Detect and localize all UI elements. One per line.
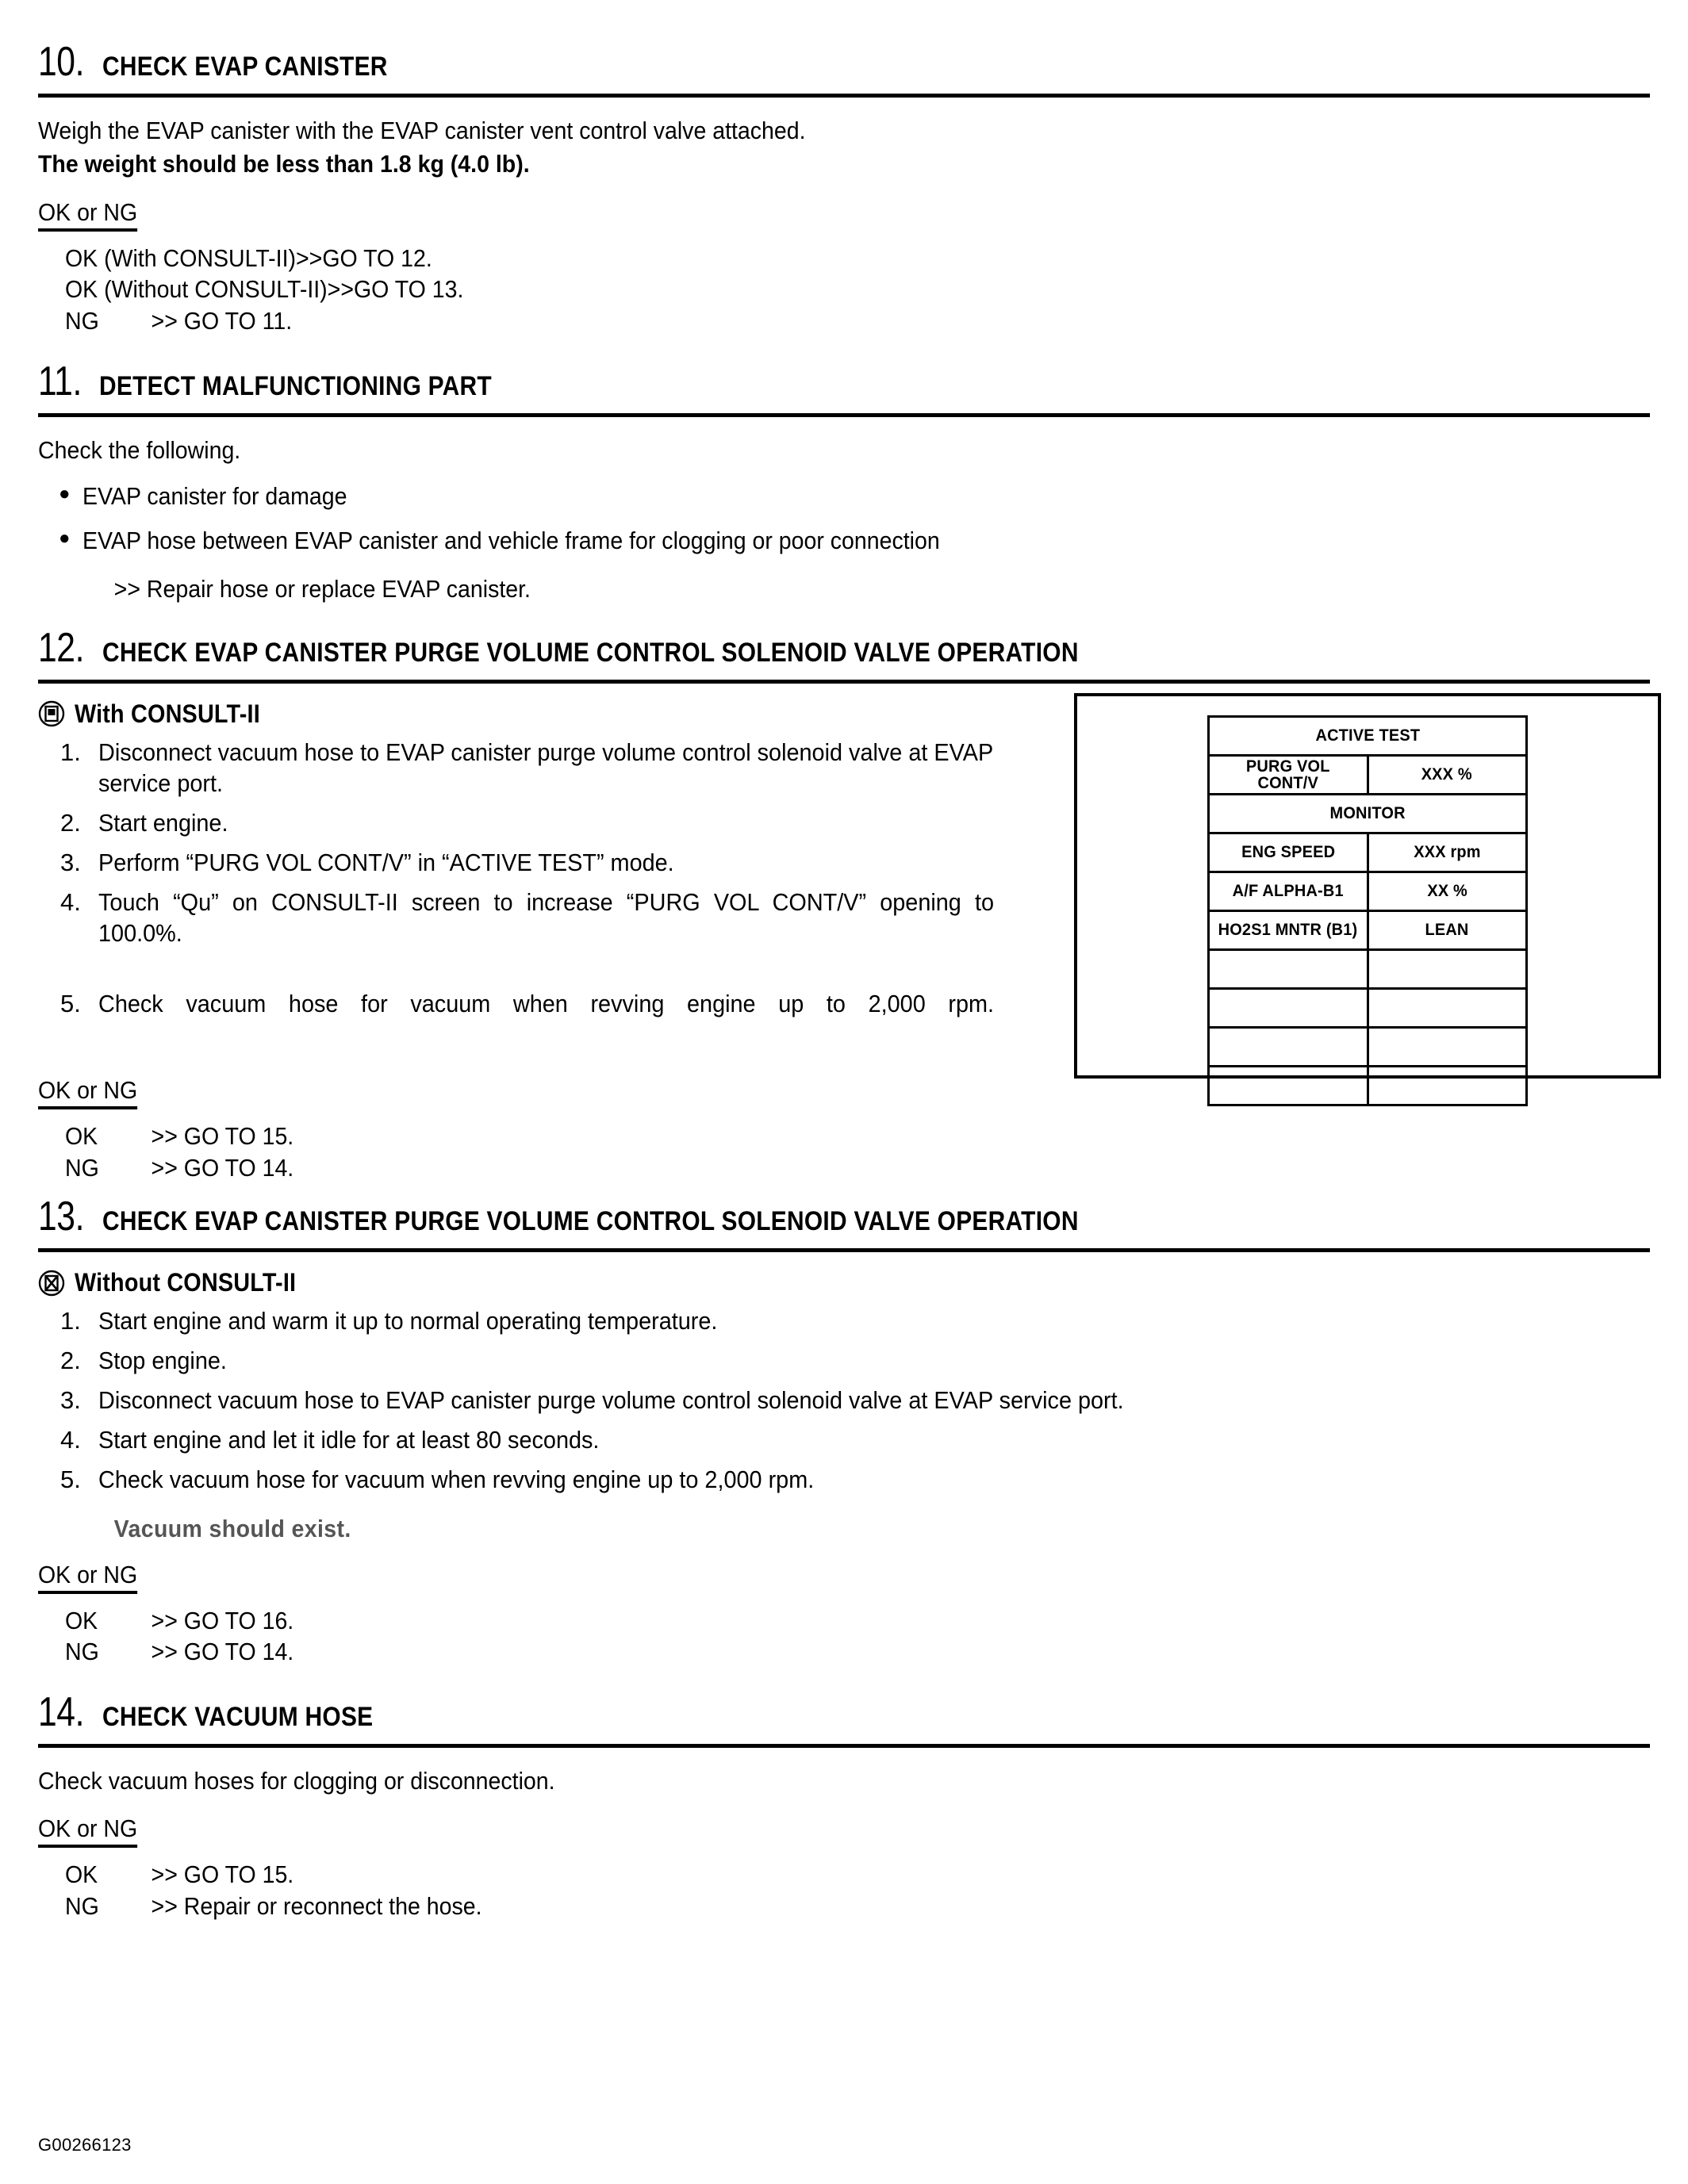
table-row (1209, 716, 1527, 755)
step-block-11 (38, 358, 1650, 603)
result-row (65, 1636, 1648, 1668)
consult-with-icon (38, 700, 65, 727)
step-heading-13 (38, 1194, 1650, 1240)
table-row (1209, 949, 1527, 988)
ok-or-ng-label-12: OK or NG (38, 1076, 137, 1109)
step-11-bullet-list (38, 481, 1650, 557)
step-10-intro: Weigh the EVAP canister with the EVAP canister vent control valve attached. (38, 117, 806, 144)
list-item (38, 887, 1061, 979)
consult-mode-label: With CONSULT-II (75, 699, 260, 728)
step-number: 11. (38, 358, 82, 404)
list-index: 2. (60, 808, 81, 837)
result-row (65, 274, 1648, 305)
table-cell-label: HO2S1 MNTR (B1) (1209, 910, 1368, 949)
list-index: 5. (60, 1466, 81, 1494)
table-cell-value: LEAN (1368, 910, 1527, 949)
result-row (65, 1891, 1648, 1922)
list-item (38, 737, 1061, 799)
list-item (38, 481, 1650, 512)
result-row (65, 243, 1648, 274)
table-row (1209, 833, 1527, 872)
list-index: 3. (60, 1386, 81, 1415)
step-block-10 (38, 41, 1650, 337)
step-11-conclusion: >> Repair hose or replace EVAP canister. (113, 574, 531, 603)
list-text: Stop engine. (98, 1347, 227, 1375)
table-row (1209, 755, 1527, 794)
page-reference-code: G00266123 (38, 2135, 132, 2155)
list-index: 1. (60, 1307, 81, 1335)
table-row (1209, 872, 1527, 910)
result-action: >> Repair or reconnect the hose. (151, 1891, 482, 1920)
ok-ng-results-14 (38, 1859, 1650, 1922)
step-13-numbered-list (38, 1305, 1650, 1495)
step-heading-11 (38, 358, 1650, 404)
table-cell-label: PURG VOL CONT/V (1209, 755, 1368, 794)
without-consult-heading (38, 1268, 1650, 1297)
step-number: 13. (38, 1194, 85, 1240)
result-label: NG (65, 1891, 99, 1920)
table-cell-value: XXX % (1368, 755, 1527, 794)
table-cell-label: A/F ALPHA-B1 (1209, 872, 1368, 910)
ok-ng-results-12 (38, 1121, 1061, 1183)
step-number: 12. (38, 624, 85, 671)
list-text: Touch “Qu” on CONSULT-II screen to increase “PURG VOL CONT/V” opening to 100.0%. (98, 887, 995, 947)
section-divider (38, 413, 1650, 417)
step-13-spec: Vacuum should exist. (113, 1514, 351, 1542)
table-header-cell: ACTIVE TEST (1209, 716, 1527, 755)
list-index: 4. (60, 887, 81, 916)
list-item (38, 807, 1061, 838)
result-action: >>GO TO 12. (296, 243, 432, 272)
list-text: Disconnect vacuum hose to EVAP canister purge volume control solenoid valve at EVAP service port. (98, 1386, 1124, 1415)
step-11-intro: Check the following. (38, 435, 241, 464)
table-cell-label: ENG SPEED (1209, 833, 1368, 872)
table-row (1209, 794, 1527, 833)
bullet-dot-icon: ● (59, 527, 71, 550)
step-number: 14. (38, 1688, 85, 1735)
list-text: Perform “PURG VOL CONT/V” in “ACTIVE TEST” mode. (98, 848, 674, 876)
step-12-columns (38, 684, 1650, 1184)
step-12-numbered-list (38, 737, 1061, 1050)
result-action: >>GO TO 13. (327, 275, 464, 304)
step-12-figure-column (1061, 684, 1661, 1079)
list-index: 1. (60, 738, 81, 766)
result-label: OK (With CONSULT-II) (65, 243, 297, 272)
with-consult-heading (38, 699, 1061, 729)
list-index: 5. (60, 989, 81, 1017)
list-text: Disconnect vacuum hose to EVAP canister purge volume control solenoid valve at EVAP service port. (98, 738, 993, 797)
list-item (38, 1345, 1650, 1376)
result-row (65, 1121, 1061, 1152)
table-row (1209, 1027, 1527, 1066)
step-10-spec: The weight should be less than 1.8 kg (4.0 lb). (38, 150, 530, 178)
bullet-text: EVAP canister for damage (82, 481, 347, 510)
list-text: Start engine and warm it up to normal operating temperature. (98, 1307, 718, 1335)
consult-mode-label: Without CONSULT-II (75, 1268, 297, 1297)
result-label: NG (65, 1638, 99, 1666)
step-block-14 (38, 1688, 1650, 1922)
list-index: 2. (60, 1347, 81, 1375)
table-cell-label (1209, 1066, 1368, 1105)
list-item (38, 1424, 1650, 1455)
list-index: 4. (60, 1426, 81, 1454)
table-cell-value (1368, 949, 1527, 988)
list-text: Start engine. (98, 808, 228, 837)
step-block-13 (38, 1196, 1650, 1668)
step-title: CHECK EVAP CANISTER (102, 52, 388, 82)
list-item (38, 988, 1061, 1050)
ok-or-ng-label-14: OK or NG (38, 1814, 137, 1848)
step-title: CHECK EVAP CANISTER PURGE VOLUME CONTROL SOLENOID VALVE OPERATION (102, 1206, 1079, 1237)
step-block-12 (38, 624, 1650, 1184)
list-item (38, 1305, 1650, 1336)
step-12-procedure-column (38, 684, 1061, 1184)
step-heading-10 (38, 39, 1650, 85)
ok-or-ng-label-13: OK or NG (38, 1561, 137, 1594)
result-action: >> GO TO 15. (151, 1860, 294, 1889)
result-row (65, 1605, 1648, 1637)
result-label: NG (65, 306, 99, 335)
step-title: CHECK EVAP CANISTER PURGE VOLUME CONTROL SOLENOID VALVE OPERATION (102, 637, 1079, 668)
list-text: Check vacuum hose for vacuum when revving engine up to 2,000 rpm. (98, 989, 995, 1017)
step-number: 10. (38, 39, 85, 85)
table-cell-value: XX % (1368, 872, 1527, 910)
list-item (38, 525, 1650, 557)
result-label: OK (65, 1121, 98, 1150)
step-heading-12 (38, 624, 1650, 671)
result-row (65, 305, 1648, 337)
table-row (1209, 988, 1527, 1027)
list-item (38, 1464, 1650, 1495)
result-action: >> GO TO 11. (151, 306, 293, 335)
table-cell-value (1368, 988, 1527, 1027)
list-text: Check vacuum hose for vacuum when revving engine up to 2,000 rpm. (98, 1466, 815, 1494)
ok-or-ng-label-10: OK or NG (38, 198, 137, 232)
ok-ng-results-10 (38, 243, 1650, 337)
table-row (1209, 1066, 1527, 1105)
step-14-intro: Check vacuum hoses for clogging or disconnection. (38, 1766, 555, 1795)
section-divider (38, 1248, 1650, 1252)
table-header-cell: MONITOR (1209, 794, 1527, 833)
step-heading-14 (38, 1688, 1650, 1735)
consult-active-test-screen (1074, 693, 1661, 1079)
table-cell-label (1209, 988, 1368, 1027)
table-cell-label (1209, 1027, 1368, 1066)
result-action: >> GO TO 15. (151, 1121, 294, 1150)
active-test-table (1207, 715, 1528, 1106)
section-divider (38, 94, 1650, 98)
table-cell-value: XXX rpm (1368, 833, 1527, 872)
result-row (65, 1859, 1648, 1891)
bullet-dot-icon: ● (59, 482, 71, 504)
result-row (65, 1152, 1061, 1184)
result-action: >> GO TO 14. (151, 1638, 294, 1666)
consult-without-icon (38, 1270, 65, 1297)
result-label: OK (65, 1606, 98, 1634)
step-title: CHECK VACUUM HOSE (102, 1701, 374, 1732)
table-row (1209, 910, 1527, 949)
list-item (38, 1385, 1650, 1416)
result-label: NG (65, 1153, 99, 1182)
list-item (38, 847, 1061, 878)
bullet-text: EVAP hose between EVAP canister and vehicle frame for clogging or poor connection (82, 527, 940, 555)
table-cell-value (1368, 1066, 1527, 1105)
result-action: >> GO TO 14. (151, 1153, 294, 1182)
result-label: OK (65, 1860, 98, 1889)
step-title: DETECT MALFUNCTIONING PART (98, 370, 492, 401)
list-text: Start engine and let it idle for at least 80 seconds. (98, 1426, 600, 1454)
table-cell-value (1368, 1027, 1527, 1066)
list-index: 3. (60, 848, 81, 876)
table-cell-label (1209, 949, 1368, 988)
ok-ng-results-13 (38, 1605, 1650, 1668)
result-action: >> GO TO 16. (151, 1606, 294, 1634)
result-label: OK (Without CONSULT-II) (65, 275, 328, 304)
section-divider (38, 1744, 1650, 1748)
